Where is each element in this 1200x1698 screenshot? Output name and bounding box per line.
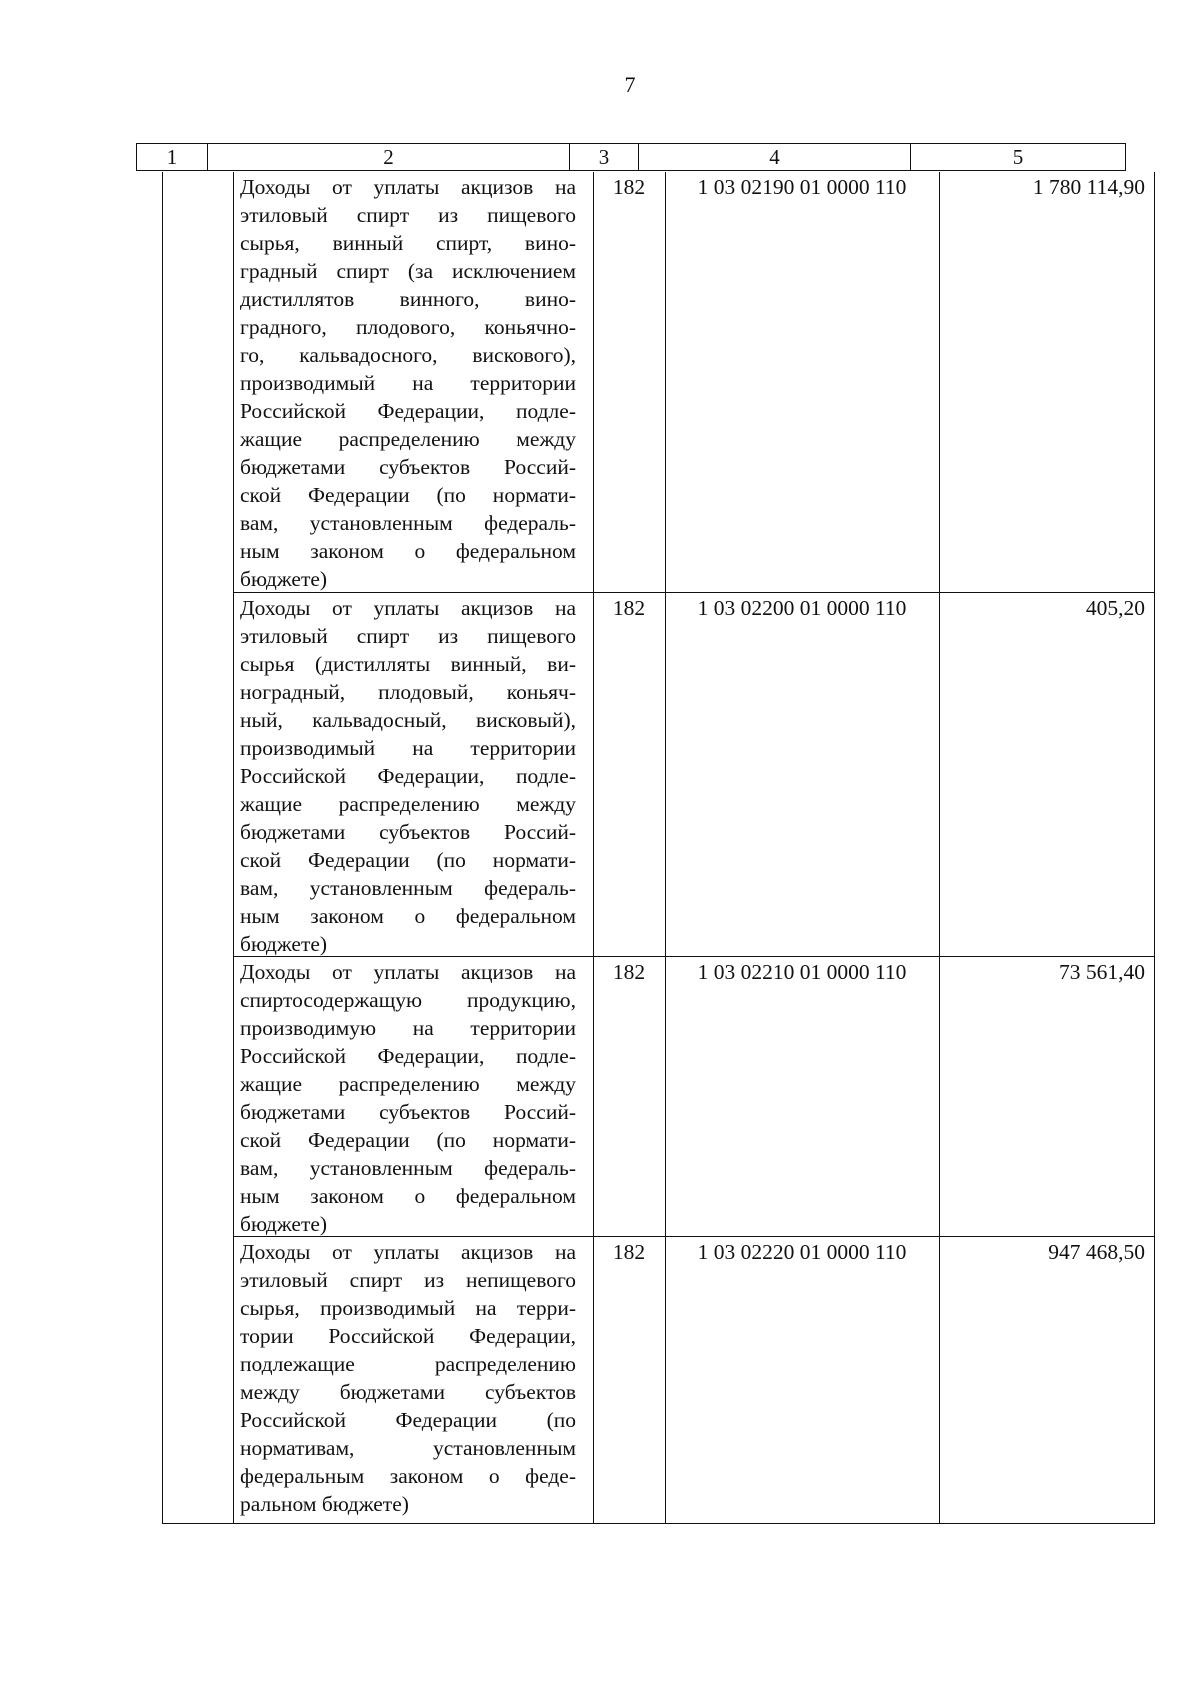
description-line: бюджете) <box>240 932 328 956</box>
page-number: 7 <box>624 72 636 97</box>
description-line: сырья, производимый на терри- <box>240 1296 576 1320</box>
kbk-code: 1 03 02190 01 0000 110 <box>697 175 907 199</box>
description-line: вам, установленным федераль- <box>240 1156 576 1180</box>
row-description <box>240 958 576 1238</box>
header-col-5: 5 <box>1012 145 1024 169</box>
description-line: ным законом о федеральном <box>240 1184 576 1208</box>
description-line: Доходы от уплаты акцизов на <box>240 175 576 199</box>
header-col-3: 3 <box>570 144 639 170</box>
kbk-code: 1 03 02210 01 0000 110 <box>697 960 907 984</box>
description-line: Российской Федерации, подле- <box>240 1044 576 1068</box>
description-line: ской Федерации (по нормати- <box>240 483 576 507</box>
description-line: производимый на территории <box>240 736 576 760</box>
description-line: градный спирт (за исключением <box>240 259 576 283</box>
description-line: этиловый спирт из непищевого <box>240 1268 576 1292</box>
admin-code: 182 <box>612 960 646 984</box>
description-line: тории Российской Федерации, <box>240 1324 576 1348</box>
description-line: дистиллятов винного, вино- <box>240 287 576 311</box>
description-line: этиловый спирт из пищевого <box>240 203 576 227</box>
description-line: бюджетами субъектов Россий- <box>240 820 576 844</box>
row-description <box>240 173 576 593</box>
description-line: этиловый спирт из пищевого <box>240 624 576 648</box>
description-line: вам, установленным федераль- <box>240 511 576 535</box>
description-line: Доходы от уплаты акцизов на <box>240 1240 576 1264</box>
description-line: ской Федерации (по нормати- <box>240 1128 576 1152</box>
header-col-2: 2 <box>208 144 570 170</box>
description-line: Российской Федерации (по <box>240 1408 576 1432</box>
description-line: между бюджетами субъектов <box>240 1380 576 1404</box>
description-line: Российской Федерации, подле- <box>240 399 576 423</box>
amount: 947 468,50 <box>1048 1240 1145 1264</box>
description-line: ноградный, плодовый, коньяч- <box>240 680 576 704</box>
admin-code: 182 <box>612 596 646 620</box>
description-line: Доходы от уплаты акцизов на <box>240 960 576 984</box>
kbk-code: 1 03 02200 01 0000 110 <box>697 596 907 620</box>
description-line: жащие распределению между <box>240 1072 576 1096</box>
table-row <box>233 172 1154 592</box>
kbk-code: 1 03 02220 01 0000 110 <box>697 1240 907 1264</box>
description-line: го, кальвадосного, вискового), <box>240 343 576 367</box>
table-row <box>233 1236 1154 1525</box>
table-row <box>233 592 1154 957</box>
description-line: бюджете) <box>240 567 328 591</box>
description-line: ным законом о федеральном <box>240 904 576 928</box>
amount: 1 780 114,90 <box>1032 175 1145 199</box>
description-line: жащие распределению между <box>240 427 576 451</box>
table-row <box>233 956 1154 1237</box>
admin-code: 182 <box>612 1240 646 1264</box>
description-line: бюджетами субъектов Россий- <box>240 1100 576 1124</box>
description-line: ской Федерации (по нормати- <box>240 848 576 872</box>
description-line: бюджетами субъектов Россий- <box>240 455 576 479</box>
description-line: Доходы от уплаты акцизов на <box>240 596 576 620</box>
amount: 405,20 <box>1085 596 1145 620</box>
row-description <box>240 594 576 958</box>
description-line: сырья, винный спирт, вино- <box>240 231 576 255</box>
description-line: спиртосодержащую продукцию, <box>240 988 576 1012</box>
description-line: ный, кальвадосный, висковый), <box>240 708 576 732</box>
description-line: жащие распределению между <box>240 792 576 816</box>
description-line: Российской Федерации, подле- <box>240 764 576 788</box>
header-col-1: 1 <box>137 144 208 170</box>
row-description <box>240 1238 576 1518</box>
column-number-header <box>136 143 1126 171</box>
description-line: ным законом о федеральном <box>240 539 576 563</box>
revenue-table <box>162 172 1155 1524</box>
description-line: сырья (дистилляты винный, ви- <box>240 652 576 676</box>
header-col-4: 4 <box>639 144 911 170</box>
description-line: вам, установленным федераль- <box>240 876 576 900</box>
description-line: производимую на территории <box>240 1016 576 1040</box>
description-line: бюджете) <box>240 1212 328 1236</box>
description-line: производимый на территории <box>240 371 576 395</box>
description-line: федеральным законом о феде- <box>240 1464 576 1488</box>
admin-code: 182 <box>612 175 646 199</box>
description-line: градного, плодового, коньячно- <box>240 315 576 339</box>
description-line: ральном бюджете) <box>240 1492 409 1516</box>
description-line: подлежащие распределению <box>240 1352 576 1376</box>
description-line: нормативам, установленным <box>240 1436 576 1460</box>
amount: 73 561,40 <box>1059 960 1145 984</box>
